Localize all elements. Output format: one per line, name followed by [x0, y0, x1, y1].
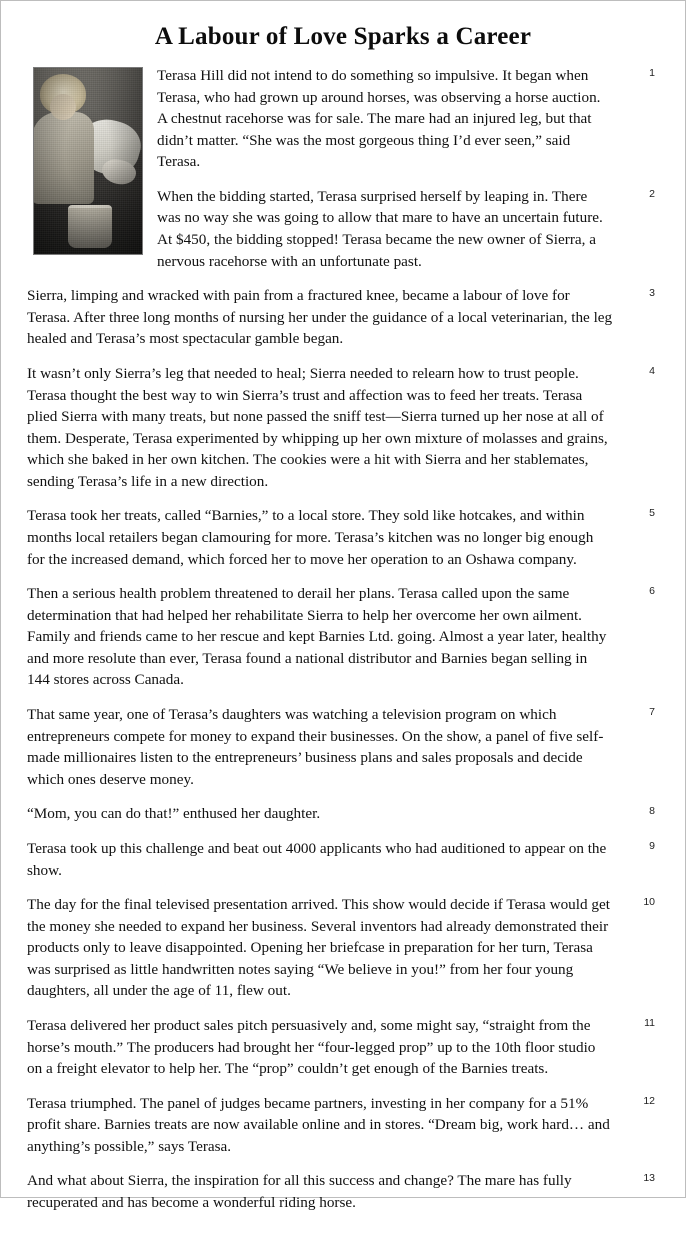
paragraph-block — [27, 583, 659, 691]
paragraph-text: Then a serious health problem threatened to derail her plans. Terasa called upon the same determination that had helped her rehabilitate Sierra to help her overcome her own ailment. Family and friends came to her rescue and kept Barnies Ltd. going. Almost a year later, healthy and more resolute than ever, Terasa found a national distributor and Barnies began selling in 144 stores across Canada. — [27, 585, 607, 689]
paragraph-block — [27, 186, 659, 272]
paragraph-text: When the bidding started, Terasa surprised herself by leaping in. There was no way she was going to allow that mare to have an uncertain future. At $450, the bidding stopped! Terasa became the new owner of Sierra, a nervous racehorse with an unfortunate past. — [157, 187, 603, 270]
paragraph-number: 9 — [649, 839, 655, 852]
paragraph-text: Terasa delivered her product sales pitch persuasively and, some might say, “straight from the horse’s mouth.” The producers had brought her “four-legged prop” up to the 10th floor studio on a freight elevator to help her. The “prop” couldn’t get enough of the Barnies treats. — [27, 1016, 596, 1078]
document-body — [1, 1, 685, 1237]
paragraph-text: It wasn’t only Sierra’s leg that needed to heal; Sierra needed to relearn how to trust people. Terasa thought the best way to win Sierra’s trust and affection was to feed her treats. Terasa plied Sierra with many treats, but none passed the sniff test—Sierra turned up her nose at all of them. Desperate, Terasa experimented by whipping up her own mixture of molasses and grains, which she baked in her own kitchen. The cookies were a hit with Sierra and her stablemates, sending Terasa’s life in a new direction. — [27, 364, 608, 490]
paragraph-number: 4 — [649, 364, 655, 377]
paragraph-block — [27, 1015, 659, 1080]
paragraph-text: And what about Sierra, the inspiration for all this success and change? The mare has fully recuperated and has become a wonderful riding horse. — [27, 1172, 572, 1212]
paragraph-block — [27, 894, 659, 1002]
paragraph-block — [27, 1093, 659, 1158]
paragraph-text: Terasa Hill did not intend to do something so impulsive. It began when Terasa, who had grown up around horses, was observing a horse auction. A chestnut racehorse was for sale. The mare had an injured leg, but that didn’t matter. “She was the most gorgeous thing I’d ever seen,” said Terasa. — [157, 67, 601, 171]
article-content — [27, 65, 659, 1227]
paragraph-block — [27, 704, 659, 790]
paragraph-block — [27, 363, 659, 492]
paragraph-number: 2 — [649, 187, 655, 200]
paragraph-number: 12 — [643, 1094, 655, 1107]
paragraph-text: Terasa triumphed. The panel of judges became partners, investing in her company for a 51% profit share. Barnies treats are now available online and in stores. “Dream big, work hard… and anything’s possible,” says Terasa. — [27, 1094, 610, 1155]
paragraph-block — [27, 65, 659, 173]
paragraph-text: Sierra, limping and wracked with pain from a fractured knee, became a labour of love for Terasa. After three long months of nursing her under the guidance of a local veterinarian, the leg healed and Terasa’s most spectacular gamble began. — [27, 287, 613, 348]
paragraph-text: The day for the final televised presentation arrived. This show would decide if Terasa would get the money she needed to expand her business. Several inventors had already demonstrated their products only to leave disappointed. Opening her briefcase in preparation for her turn, Terasa was surprised as little handwritten notes saying “We believe in you!” from her four young daughters, all under the age of 11, flew out. — [27, 896, 610, 1000]
paragraph-number: 6 — [649, 585, 655, 598]
page-title: A Labour of Love Sparks a Career — [154, 23, 532, 50]
paragraph-number: 13 — [643, 1172, 655, 1185]
paragraph-number: 5 — [649, 507, 655, 520]
paragraph-block — [27, 838, 659, 881]
paragraph-text: That same year, one of Terasa’s daughters was watching a television program on which entrepreneurs compete for money to expand their businesses. On the show, a panel of five self-made millionaires listen to the entrepreneurs’ business plans and sales proposals and decide which ones deserve money. — [27, 706, 604, 788]
paragraph-number: 8 — [649, 805, 655, 818]
paragraph-number: 7 — [649, 706, 655, 719]
paragraph-block — [27, 1170, 659, 1213]
paragraph-block — [27, 505, 659, 570]
paragraph-block — [27, 285, 659, 350]
paragraph-number: 3 — [649, 287, 655, 300]
paragraph-text: Terasa took up this challenge and beat out 4000 applicants who had auditioned to appear on the show. — [27, 839, 607, 879]
paragraph-number: 1 — [649, 67, 655, 79]
paragraph-number: 10 — [643, 896, 655, 909]
paragraph-block — [27, 803, 659, 825]
paragraph-number: 11 — [644, 1016, 655, 1029]
paragraph-text: Terasa took her treats, called “Barnies,” to a local store. They sold like hotcakes, and within months local retailers began clamouring for more. Terasa’s kitchen was no longer big enough for the increased demand, which forced her to move her operation to an Oshawa company. — [27, 507, 594, 568]
paragraph-text: “Mom, you can do that!” enthused her daughter. — [27, 805, 321, 823]
